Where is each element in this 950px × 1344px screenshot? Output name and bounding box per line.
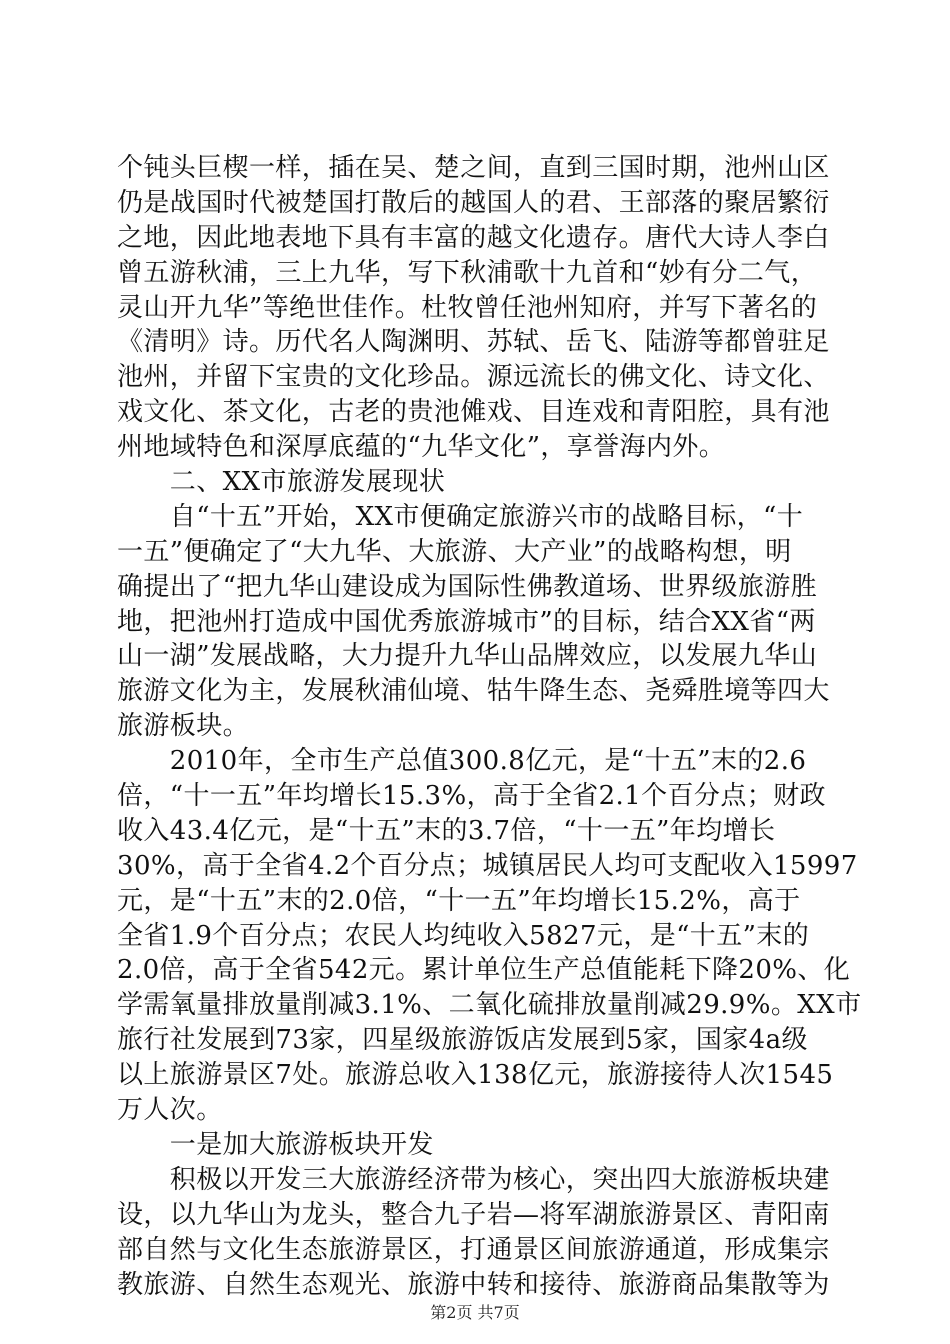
text-line: 2010年，全市生产总值300.8亿元，是“十五”末的2.6 [117, 746, 807, 777]
text-line: 教旅游、自然生态观光、旅游中转和接待、旅游商品集散等为 [117, 1269, 830, 1300]
text-line: 曾五游秋浦，三上九华，写下秋浦歌十九首和“妙有分二气， [117, 257, 818, 288]
text-line: 之地，因此地表地下具有丰富的越文化遗存。唐代大诗人李白 [117, 222, 830, 253]
text-line: 2.0倍，高于全省542元。累计单位生产总值能耗下降20%、化 [117, 955, 851, 986]
text-line: 积极以开发三大旅游经济带为核心，突出四大旅游板块建 [117, 1164, 830, 1195]
text-line: 自“十五”开始，XX市便确定旅游兴市的战略目标，“十 [117, 501, 804, 532]
text-line: 灵山开九华”等绝世佳作。杜牧曾任池州知府，并写下著名的 [117, 292, 818, 323]
text-line: 元，是“十五”末的2.0倍，“十一五”年均增长15.2%，高于 [117, 885, 801, 916]
text-line: 山一湖”发展战略，大力提升九华山品牌效应，以发展九华山 [117, 641, 818, 672]
text-line: 旅游文化为主，发展秋浦仙境、牯牛降生态、尧舜胜境等四大 [117, 676, 830, 707]
text-line: 部自然与文化生态旅游景区，打通景区间旅游通道，形成集宗 [117, 1234, 830, 1265]
text-line: 个钝头巨楔一样，插在吴、楚之间，直到三国时期，池州山区 [117, 153, 830, 183]
text-line: 地，把池州打造成中国优秀旅游城市”的目标，结合XX省“两 [117, 606, 816, 637]
text-line: 旅行社发展到73家，四星级旅游饭店发展到5家，国家4a级 [117, 1025, 808, 1056]
text-line: 《清明》诗。历代名人陶渊明、苏轼、岳飞、陆游等都曾驻足 [117, 327, 830, 358]
subsection-heading: 一是加大旅游板块开发 [117, 1129, 434, 1160]
text-line: 30%，高于全省4.2个百分点；城镇居民人均可支配收入15997 [117, 850, 858, 881]
text-line: 设，以九华山为龙头，整合九子岩—将军湖旅游景区、青阳南 [117, 1199, 830, 1230]
body-text [117, 151, 862, 1302]
text-line: 旅游板块。 [117, 711, 250, 742]
text-line: 确提出了“把九华山建设成为国际性佛教道场、世界级旅游胜 [117, 571, 818, 602]
text-line: 全省1.9个百分点；农民人均纯收入5827元，是“十五”末的 [117, 920, 810, 951]
text-line: 以上旅游景区7处。旅游总收入138亿元，旅游接待人次1545 [117, 1060, 834, 1091]
text-line: 收入43.4亿元，是“十五”末的3.7倍，“十一五”年均增长 [117, 815, 776, 846]
section-heading: 二、XX市旅游发展现状 [117, 467, 446, 498]
text-line: 戏文化、茶文化，古老的贵池傩戏、目连戏和青阳腔，具有池 [117, 397, 830, 428]
text-line: 仍是战国时代被楚国打散后的越国人的君、王部落的聚居繁衍 [117, 187, 830, 218]
text-line: 学需氧量排放量削减3.1%、二氧化硫排放量削减29.9%。XX市 [117, 990, 862, 1021]
text-line: 万人次。 [117, 1095, 223, 1126]
text-line: 州地域特色和深厚底蕴的“九华文化”，享誉海内外。 [117, 432, 726, 463]
text-line: 池州，并留下宝贵的文化珍品。源远流长的佛文化、诗文化、 [117, 362, 830, 393]
text-line: 一五”便确定了“大九华、大旅游、大产业”的战略构想，明 [117, 536, 792, 567]
text-line: 倍，“十一五”年均增长15.3%，高于全省2.1个百分点；财政 [117, 781, 826, 812]
page-footer: 第2页 共7页 [430, 1303, 520, 1322]
